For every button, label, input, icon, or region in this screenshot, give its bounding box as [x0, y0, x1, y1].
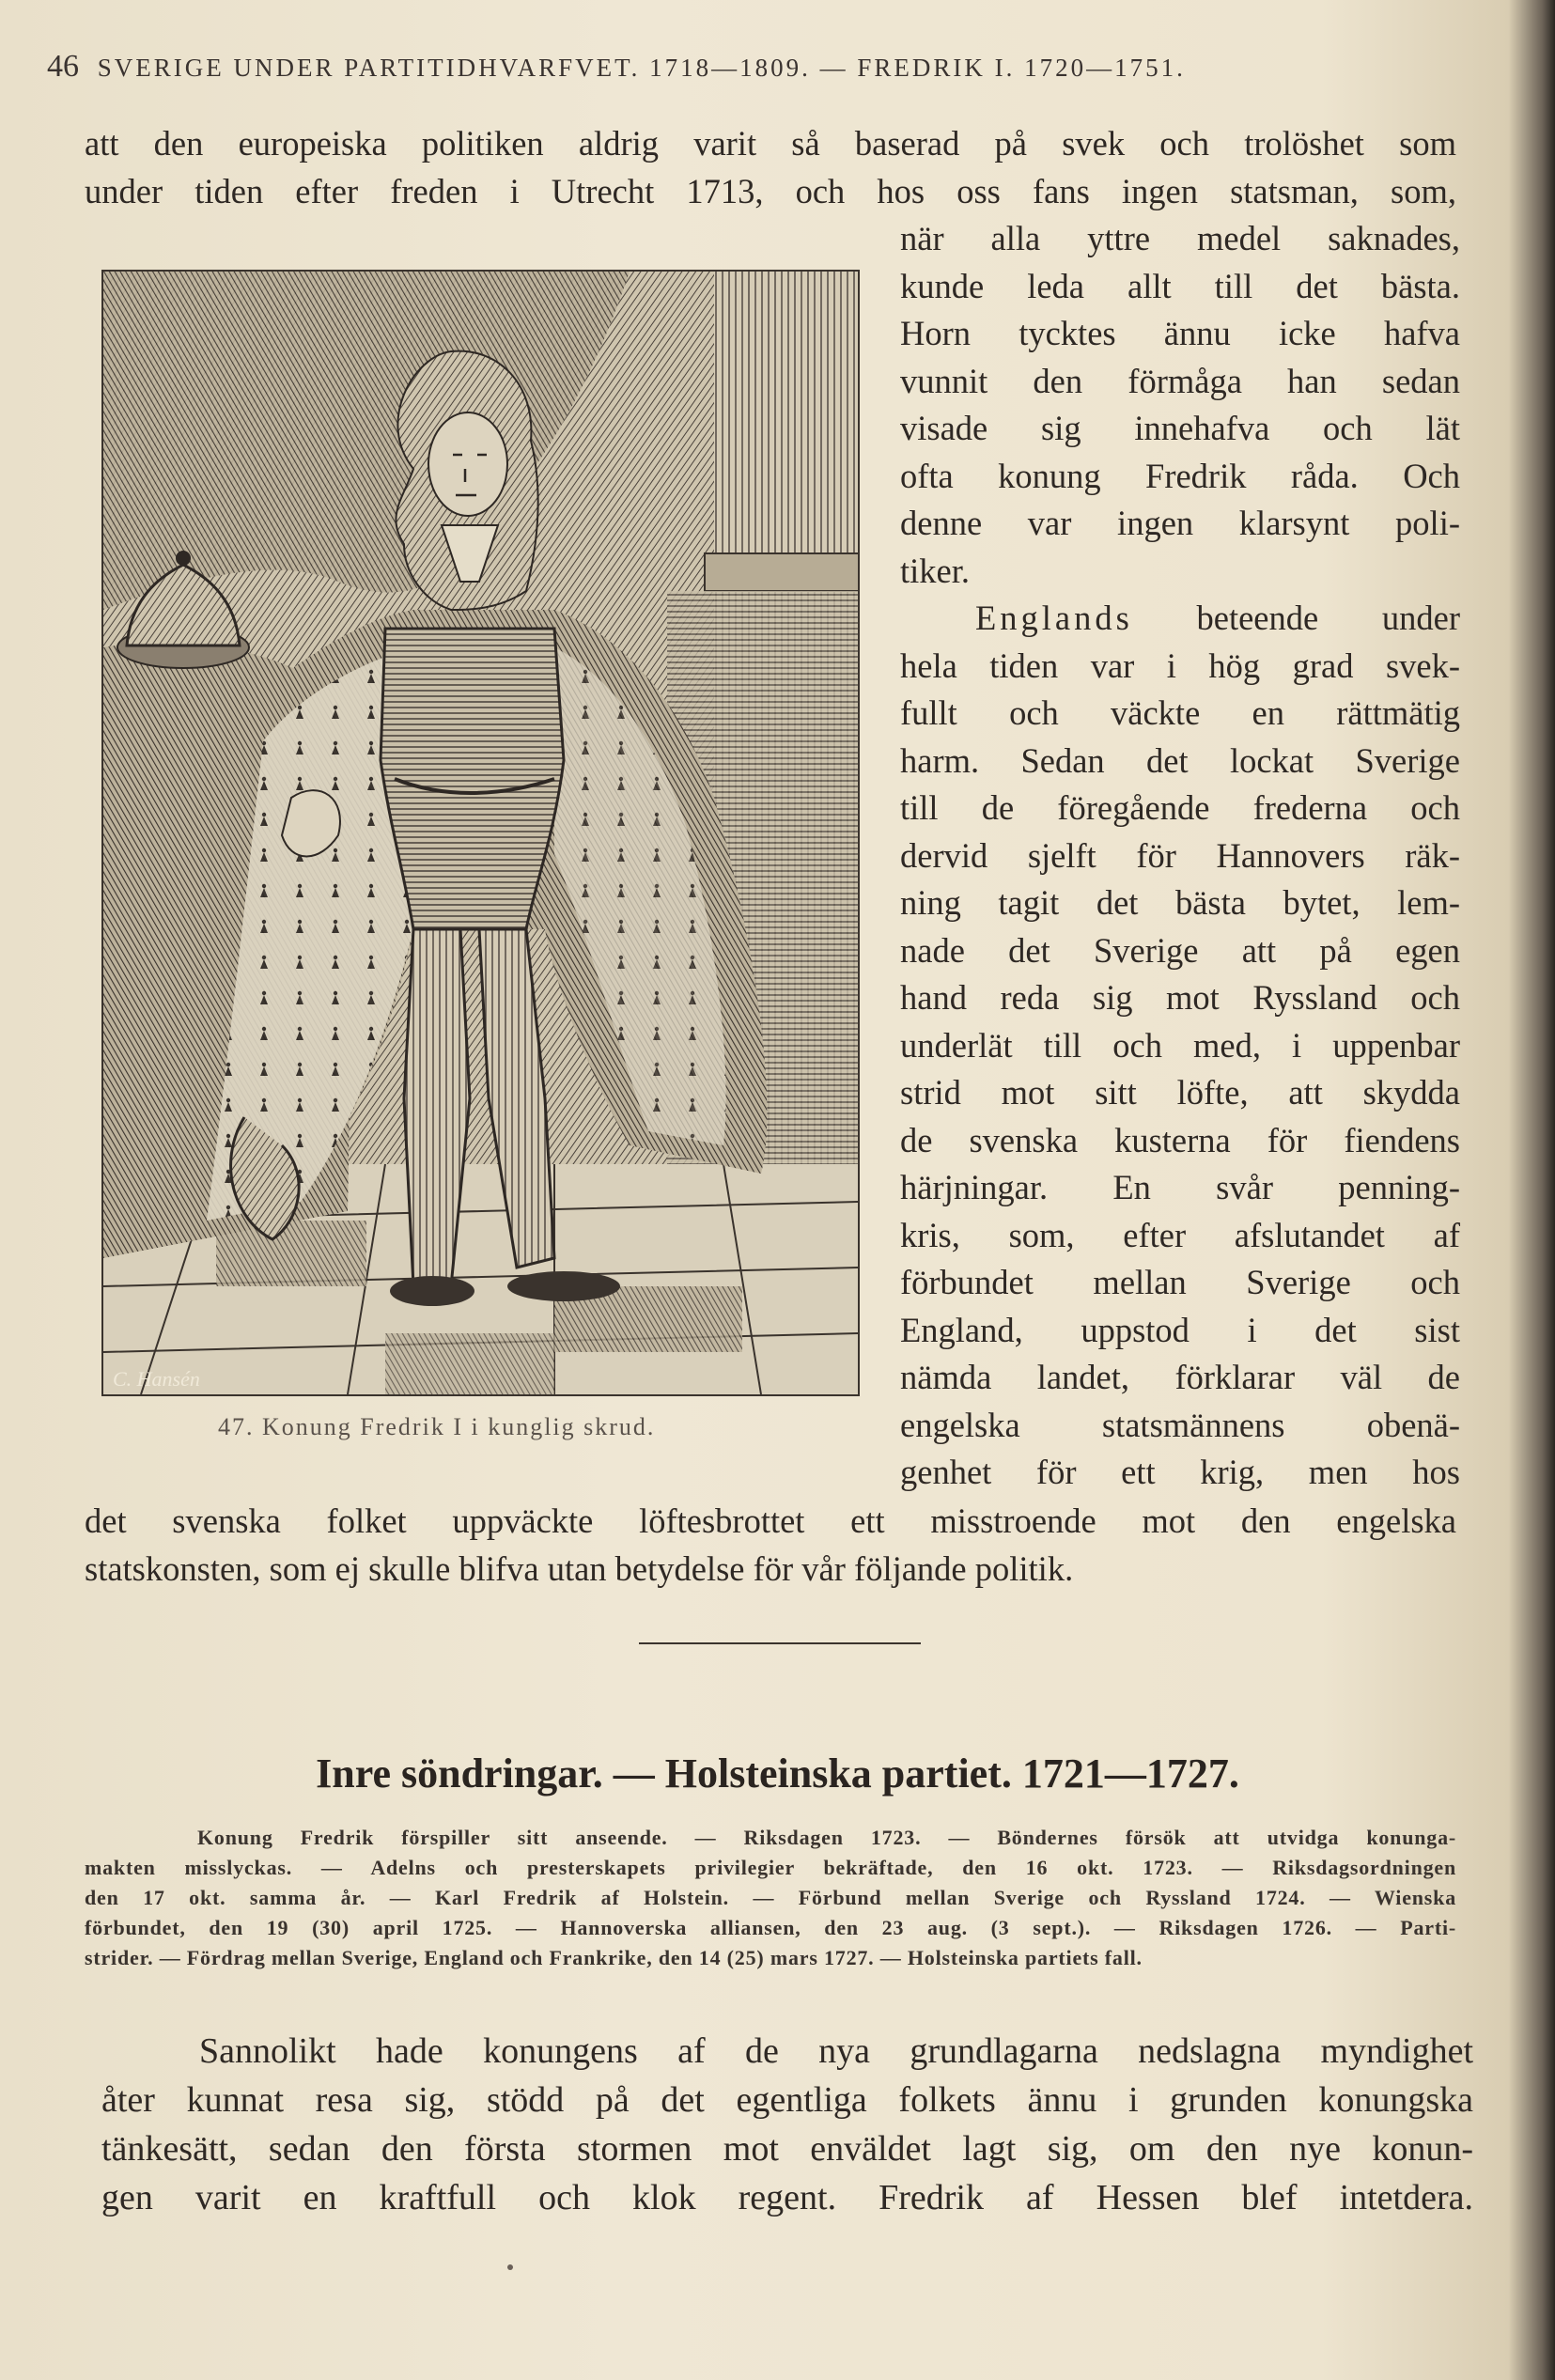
text-line: ning tagit det bästa bytet, lem- — [900, 883, 1460, 922]
text-line: England, uppstod i det sist — [900, 1311, 1460, 1349]
text-line: strid mot sitt löfte, att skydda — [900, 1073, 1460, 1112]
text-line: de svenska kusterna för fiendens — [900, 1121, 1460, 1159]
summary-line: Konung Fredrik förspiller sitt anseende. — Riksdagen 1723. — Böndernes försök att utvidga konunga- — [197, 1826, 1456, 1849]
text-line: underlät till och med, i uppenbar — [900, 1026, 1460, 1065]
text-line: engelska statsmännens obenä- — [900, 1406, 1460, 1444]
text-line: härjningar. En svår penning- — [900, 1168, 1460, 1206]
text-line: dervid sjelft för Hannovers räk- — [900, 836, 1460, 875]
text-line: att den europeiska politiken aldrig varit så baserad på svek och trolöshet som — [85, 124, 1456, 163]
running-head-text: SVERIGE UNDER PARTITIDHVARFVET. 1718—1809. — FREDRIK I. 1720—1751. — [97, 54, 1186, 82]
text-line: vunnit den förmåga han sedan — [900, 362, 1460, 400]
text-line: till de föregående frederna och — [900, 788, 1460, 827]
text-line: kris, som, efter afslutandet af — [900, 1216, 1460, 1254]
section-divider — [639, 1642, 921, 1644]
summary-line: makten misslyckas. — Adelns och presterskapets privilegier bekräftade, den 16 okt. 1723. — Riksdagsordningen — [85, 1856, 1456, 1879]
text-line: under tiden efter freden i Utrecht 1713, och hos oss fans ingen statsman, som, — [85, 172, 1456, 210]
text-line: statskonsten, som ej skulle blifva utan betydelse för vår följande politik. — [85, 1549, 1074, 1588]
text-line: visade sig innehafva och lät — [900, 409, 1460, 447]
text-line: ofta konung Fredrik råda. Och — [900, 457, 1460, 495]
ink-speck — [507, 2264, 513, 2270]
text-line: Sannolikt hade konungens af de nya grundlagarna nedslagna myndighet — [199, 2031, 1473, 2071]
paragraph-lead-line — [975, 595, 1460, 643]
paragraph-lead-word: Englands — [975, 599, 1133, 637]
summary-line: strider. — Fördrag mellan Sverige, England och Frankrike, den 14 (25) mars 1727. — Holsteinska partiets fall. — [85, 1946, 1143, 1969]
figure-caption: 47. Konung Fredrik I i kunglig skrud. — [218, 1413, 656, 1440]
page-number: 46 — [47, 49, 79, 84]
text-line: genhet för ett krig, men hos — [900, 1453, 1460, 1491]
portrait-drawing — [103, 272, 858, 1394]
text-line: harm. Sedan det lockat Sverige — [900, 741, 1460, 780]
text-line: åter kunnat resa sig, stödd på det egentliga folkets ännu i grunden konungska — [101, 2080, 1473, 2120]
text-line: gen varit en kraftfull och klok regent. Fredrik af Hessen blef intetdera. — [101, 2178, 1473, 2217]
text-line: hand reda sig mot Ryssland och — [900, 978, 1460, 1017]
text-line: tänkesätt, sedan den första stormen mot enväldet lagt sig, om den nye konun- — [101, 2129, 1473, 2169]
text-line: nämda landet, förklarar väl de — [900, 1358, 1460, 1396]
summary-line: förbundet, den 19 (30) april 1725. — Hannoverska alliansen, den 23 aug. (3 sept.). — Riksdagen 1726. — Parti- — [85, 1916, 1456, 1939]
running-head — [47, 49, 1475, 85]
text-line: Horn tycktes ännu icke hafva — [900, 314, 1460, 352]
summary-line: den 17 okt. samma år. — Karl Fredrik af Holstein. — Förbund mellan Sverige och Ryssland 1724. — Wienska — [85, 1886, 1456, 1909]
text-line: tiker. — [900, 552, 970, 590]
text-line: fullt och väckte en rättmätig — [900, 693, 1460, 732]
portrait-engraving — [101, 270, 860, 1396]
text-line: det svenska folket uppväckte löftesbrottet ett misstroende mot den engelska — [85, 1501, 1456, 1540]
text-line: nade det Sverige att på egen — [900, 931, 1460, 970]
text-line: denne var ingen klarsynt poli- — [900, 504, 1460, 542]
text-line: förbundet mellan Sverige och — [900, 1263, 1460, 1301]
text-line: hela tiden var i hög grad svek- — [900, 646, 1460, 685]
text-line: kunde leda allt till det bästa. — [900, 267, 1460, 305]
section-title: Inre söndringar. — Holsteinska partiet. 1721—1727. — [316, 1750, 1239, 1797]
engraver-signature: C. Hansén — [113, 1367, 200, 1391]
paragraph-lead-rest: beteende under — [1196, 599, 1460, 637]
text-line: när alla yttre medel saknades, — [900, 219, 1460, 257]
